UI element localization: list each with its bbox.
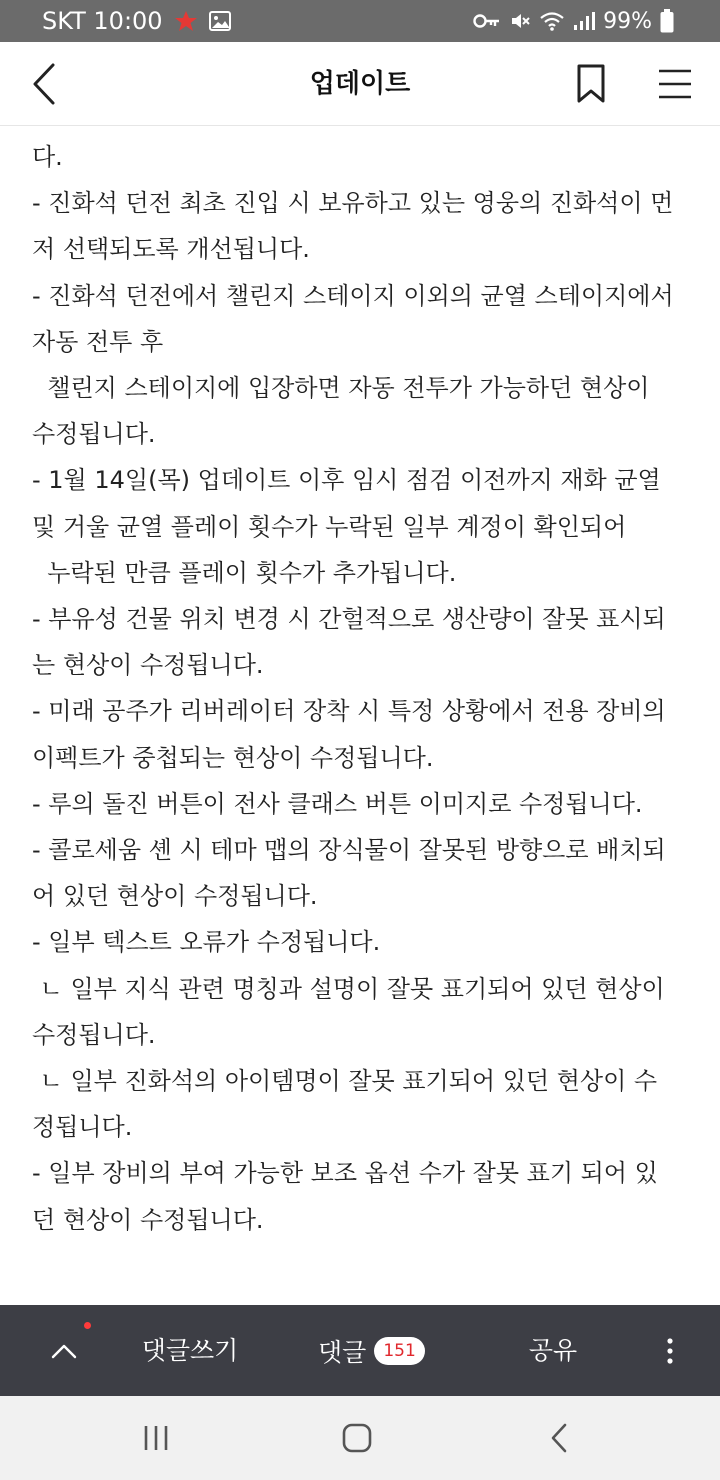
article-line: 및 거울 균열 플레이 횟수가 누락된 일부 계정이 확인되어 <box>32 512 627 541</box>
article-line: 자동 전투 후 <box>32 327 164 356</box>
article-line: - 진화석 던전 최초 진입 시 보유하고 있는 영웅의 진화석이 먼 <box>32 189 674 218</box>
chevron-up-icon <box>50 1342 78 1360</box>
app-header <box>0 42 720 126</box>
article-line: ㄴ 일부 지식 관련 명칭과 설명이 잘못 표기되어 있던 현상이 <box>32 974 665 1003</box>
article-line: 수정됩니다. <box>32 420 156 449</box>
menu-button[interactable] <box>652 60 698 108</box>
article-line: 수정됩니다. <box>32 1020 156 1049</box>
scroll-top-button[interactable] <box>40 1327 88 1375</box>
key-icon <box>473 13 501 29</box>
article-line: - 루의 돌진 버튼이 전사 클래스 버튼 이미지로 수정됩니다. <box>32 789 643 818</box>
article-line: 는 현상이 수정됩니다. <box>32 651 264 680</box>
notification-flag-icon <box>173 9 199 33</box>
wifi-icon <box>539 10 565 32</box>
status-left <box>42 7 231 35</box>
article-line: - 1월 14일(목) 업데이트 이후 임시 점검 이전까지 재화 균열 <box>32 466 661 495</box>
article-line: - 일부 텍스트 오류가 수정됩니다. <box>32 928 381 957</box>
status-bar <box>0 0 720 42</box>
bottom-action-bar <box>0 1305 720 1396</box>
article-line: - 콜로세움 셴 시 테마 맵의 장식물이 잘못된 방향으로 배치되 <box>32 836 666 865</box>
more-button[interactable] <box>648 1327 692 1375</box>
back-icon <box>549 1423 569 1453</box>
recent-apps-icon <box>142 1425 170 1451</box>
mute-icon <box>509 10 531 32</box>
chevron-left-icon <box>29 62 59 106</box>
bookmark-icon <box>576 64 606 104</box>
bookmark-button[interactable] <box>568 60 614 108</box>
carrier-time: SKT 10:00 <box>42 7 163 35</box>
article-line: 누락된 만큼 플레이 횟수가 추가됩니다. <box>32 558 457 587</box>
article-line: 이펙트가 중첩되는 현상이 수정됩니다. <box>32 743 434 772</box>
article-line: 어 있던 현상이 수정됩니다. <box>32 882 318 911</box>
gallery-icon <box>209 11 231 31</box>
home-button[interactable] <box>327 1414 387 1462</box>
hamburger-menu-icon <box>658 68 692 100</box>
article-line: 챌린지 스테이지에 입장하면 자동 전투가 가능하던 현상이 <box>32 374 650 403</box>
status-right <box>473 9 674 34</box>
comment-count-badge: 151 <box>374 1337 424 1365</box>
article-line: 다. <box>32 143 63 171</box>
share-button[interactable]: 공유 <box>528 1336 578 1365</box>
home-icon <box>342 1423 372 1453</box>
page-title: 업데이트 <box>309 69 411 99</box>
article-line: ㄴ 일부 진화석의 아이템명이 잘못 표기되어 있던 현상이 수 <box>32 1067 658 1096</box>
system-back-button[interactable] <box>529 1414 589 1462</box>
recent-apps-button[interactable] <box>126 1414 186 1462</box>
article-line: - 일부 장비의 부여 가능한 보조 옵션 수가 잘못 표기 되어 있 <box>32 1159 658 1188</box>
comments-button[interactable] <box>318 1305 425 1396</box>
article-body <box>32 134 692 1243</box>
battery-percent: 99% <box>603 8 652 34</box>
article-line: - 미래 공주가 리버레이터 장착 시 특정 상황에서 전용 장비의 <box>32 697 666 726</box>
new-indicator-dot <box>84 1322 91 1329</box>
article-line: - 부유성 건물 위치 변경 시 간헐적으로 생산량이 잘못 표시되 <box>32 605 666 634</box>
more-vertical-icon <box>666 1338 674 1364</box>
article-line: 저 선택되도록 개선됩니다. <box>32 235 310 264</box>
write-comment-button[interactable]: 댓글쓰기 <box>141 1336 239 1365</box>
comments-label: 댓글 <box>318 1337 367 1367</box>
article-line: 던 현상이 수정됩니다. <box>32 1205 264 1234</box>
back-button[interactable] <box>22 60 66 108</box>
article-line: - 진화석 던전에서 챌린지 스테이지 이외의 균열 스테이지에서 <box>32 281 674 310</box>
article-line: 정됩니다. <box>32 1113 133 1142</box>
battery-icon <box>660 9 674 33</box>
signal-icon <box>573 11 595 31</box>
system-navigation-bar <box>0 1396 720 1480</box>
